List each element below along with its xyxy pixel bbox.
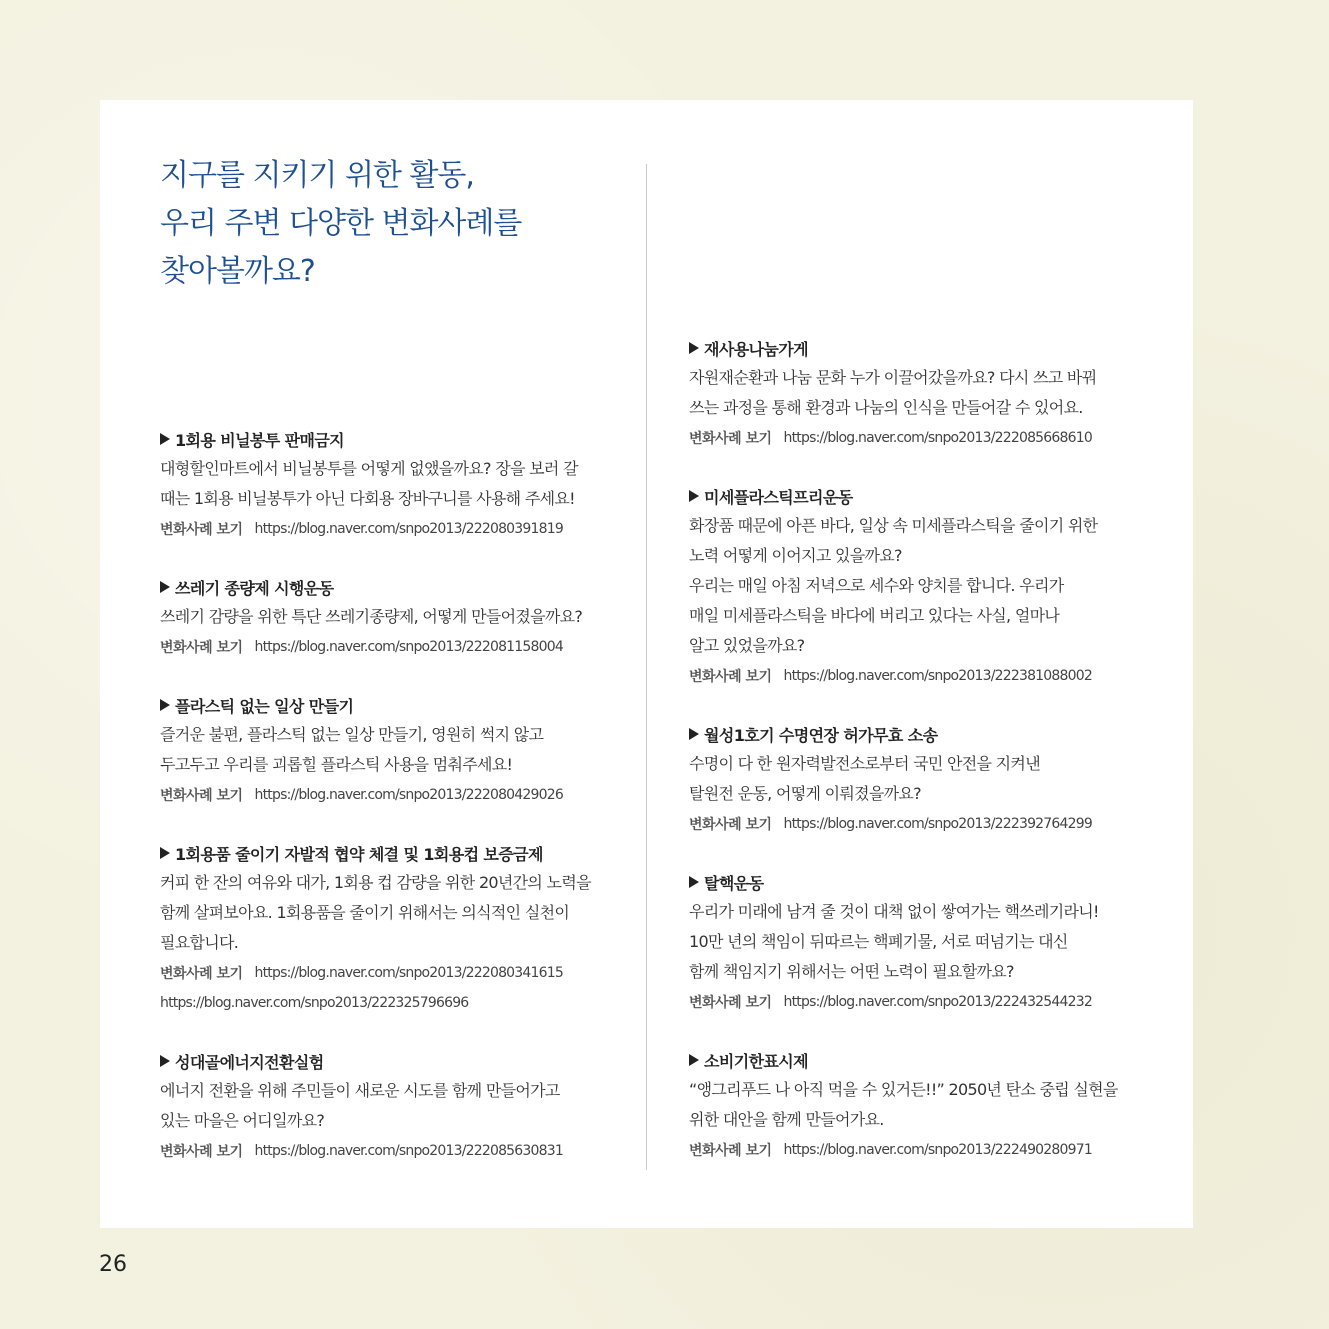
triangle-bullet-icon (160, 1055, 170, 1067)
case-link-row (689, 661, 1159, 691)
case-title (160, 838, 630, 868)
case-link-url[interactable]: https://blog.naver.com/snpo2013/222080391819 (254, 521, 563, 537)
case-link-url[interactable]: https://blog.naver.com/snpo2013/222392764299 (783, 816, 1092, 832)
triangle-bullet-icon (689, 1054, 699, 1066)
description-line: 탈원전 운동, 어떻게 이뤄졌을까요? (689, 784, 921, 803)
description-line: 자원재순환과 나눔 문화 누가 이끌어갔을까요? 다시 쓰고 바꿔 (689, 368, 1097, 387)
description-line: 즐거운 불편, 플라스틱 없는 일상 만들기, 영원히 썩지 않고 (160, 725, 544, 744)
headline-line-2: 우리 주변 다양한 변화사례를 (160, 206, 522, 241)
case-link-row (689, 809, 1159, 839)
case-entry (689, 867, 1159, 1017)
case-description (689, 749, 1159, 809)
triangle-bullet-icon (160, 581, 170, 593)
case-link-label: 변화사례 보기 (689, 1143, 772, 1159)
description-line: 위한 대안을 함께 만들어가요. (689, 1110, 884, 1129)
case-link-label: 변화사례 보기 (689, 669, 772, 685)
case-title-text: 1회용 비닐봉투 판매금지 (175, 430, 345, 450)
page-number: 26 (99, 1252, 127, 1277)
case-title (160, 424, 630, 454)
case-description (160, 454, 630, 514)
case-link-row (689, 987, 1159, 1017)
triangle-bullet-icon (160, 433, 170, 445)
description-line: 함께 살펴보아요. 1회용품을 줄이기 위해서는 의식적인 실천이 (160, 903, 570, 922)
case-description (160, 1076, 630, 1136)
description-line: 알고 있었을까요? (689, 636, 805, 655)
case-link-url[interactable]: https://blog.naver.com/snpo2013/222085630831 (254, 1143, 563, 1159)
case-title (689, 1045, 1159, 1075)
case-link-url[interactable]: https://blog.naver.com/snpo2013/222080341615 (254, 965, 563, 981)
case-link-label: 변화사례 보기 (160, 966, 243, 982)
right-column (689, 333, 1159, 1193)
headline-line-1: 지구를 지키기 위한 활동, (160, 158, 474, 193)
headline-line-3: 찾아볼까요? (160, 254, 315, 289)
case-link-row (160, 1136, 630, 1166)
case-link-row (160, 632, 630, 662)
case-entry (160, 838, 630, 1018)
description-line: 커피 한 잔의 여유와 대가, 1회용 컵 감량을 위한 20년간의 노력을 (160, 873, 591, 892)
case-title-text: 소비기한표시제 (704, 1051, 808, 1071)
case-link-row (689, 423, 1159, 453)
case-link-url[interactable]: https://blog.naver.com/snpo2013/222432544232 (783, 994, 1092, 1010)
case-link-url[interactable]: https://blog.naver.com/snpo2013/222085668610 (783, 430, 1092, 446)
case-entry (689, 719, 1159, 839)
case-link-url[interactable]: https://blog.naver.com/snpo2013/222081158004 (254, 639, 563, 655)
description-line: 10만 년의 책임이 뒤따르는 핵폐기물, 서로 떠넘기는 대신 (689, 932, 1068, 951)
description-line: 쓰레기 감량을 위한 특단 쓰레기종량제, 어떻게 만들어졌을까요? (160, 607, 583, 626)
case-title (160, 690, 630, 720)
case-title (689, 719, 1159, 749)
description-line: 노력 어떻게 이어지고 있을까요? (689, 546, 902, 565)
case-link-label: 변화사례 보기 (160, 788, 243, 804)
description-line: 두고두고 우리를 괴롭힐 플라스틱 사용을 멈춰주세요! (160, 755, 513, 774)
case-title-text: 탈핵운동 (704, 873, 764, 893)
case-entry (160, 572, 630, 662)
description-line: 함께 책임지기 위해서는 어떤 노력이 필요할까요? (689, 962, 1014, 981)
case-link-label: 변화사례 보기 (160, 1144, 243, 1160)
case-entry (160, 424, 630, 544)
case-entry (689, 333, 1159, 453)
case-title-text: 미세플라스틱프리운동 (704, 487, 853, 507)
left-column (160, 424, 630, 1194)
description-line: 대형할인마트에서 비닐봉투를 어떻게 없앴을까요? 장을 보러 갈 (160, 459, 578, 478)
case-entry (160, 1046, 630, 1166)
case-description (689, 1075, 1159, 1135)
description-line: “앵그리푸드 나 아직 먹을 수 있거든!!” 2050년 탄소 중립 실현을 (689, 1080, 1118, 1099)
description-line: 수명이 다 한 원자력발전소로부터 국민 안전을 지켜낸 (689, 754, 1040, 773)
case-description (689, 897, 1159, 987)
case-link-row (689, 1135, 1159, 1165)
case-description (160, 868, 630, 958)
column-divider (646, 164, 647, 1170)
case-title (689, 333, 1159, 363)
description-line: 화장품 때문에 아픈 바다, 일상 속 미세플라스틱을 줄이기 위한 (689, 516, 1098, 535)
description-line: 우리는 매일 아침 저녁으로 세수와 양치를 합니다. 우리가 (689, 576, 1064, 595)
triangle-bullet-icon (689, 342, 699, 354)
description-line: 우리가 미래에 남겨 줄 것이 대책 없이 쌓여가는 핵쓰레기라니! (689, 902, 1099, 921)
case-link-url[interactable]: https://blog.naver.com/snpo2013/222080429026 (254, 787, 563, 803)
description-line: 매일 미세플라스틱을 바다에 버리고 있다는 사실, 얼마나 (689, 606, 1060, 625)
case-extra-link-url[interactable]: https://blog.naver.com/snpo2013/222325796696 (160, 995, 469, 1011)
case-title-text: 쓰레기 종량제 시행운동 (175, 578, 334, 598)
case-description (160, 720, 630, 780)
case-title (689, 867, 1159, 897)
case-link-row (160, 780, 630, 810)
case-link-label: 변화사례 보기 (160, 640, 243, 656)
case-link-row (160, 958, 630, 988)
case-entry (689, 481, 1159, 691)
description-line: 쓰는 과정을 통해 환경과 나눔의 인식을 만들어갈 수 있어요. (689, 398, 1083, 417)
case-title (689, 481, 1159, 511)
case-link-url[interactable]: https://blog.naver.com/snpo2013/222490280971 (783, 1142, 1092, 1158)
case-link-label: 변화사례 보기 (160, 522, 243, 538)
description-line: 있는 마을은 어디일까요? (160, 1111, 325, 1130)
case-title (160, 1046, 630, 1076)
case-title (160, 572, 630, 602)
triangle-bullet-icon (689, 728, 699, 740)
triangle-bullet-icon (689, 490, 699, 502)
case-link-url[interactable]: https://blog.naver.com/snpo2013/222381088002 (783, 668, 1092, 684)
case-link-label: 변화사례 보기 (689, 431, 772, 447)
case-entry (689, 1045, 1159, 1165)
case-title-text: 1회용품 줄이기 자발적 협약 체결 및 1회용컵 보증금제 (175, 844, 543, 864)
case-title-text: 월성1호기 수명연장 허가무효 소송 (704, 725, 938, 745)
description-line: 필요합니다. (160, 933, 239, 952)
description-line: 에너지 전환을 위해 주민들이 새로운 시도를 함께 만들어가고 (160, 1081, 560, 1100)
triangle-bullet-icon (160, 699, 170, 711)
case-link-label: 변화사례 보기 (689, 817, 772, 833)
case-title-text: 재사용나눔가게 (704, 339, 808, 359)
triangle-bullet-icon (689, 876, 699, 888)
case-title-text: 성대골에너지전환실험 (175, 1052, 324, 1072)
case-description (689, 511, 1159, 661)
case-description (160, 602, 630, 632)
case-title-text: 플라스틱 없는 일상 만들기 (175, 696, 354, 716)
description-line: 때는 1회용 비닐봉투가 아닌 다회용 장바구니를 사용해 주세요! (160, 489, 575, 508)
case-link-label: 변화사례 보기 (689, 995, 772, 1011)
case-entry (160, 690, 630, 810)
triangle-bullet-icon (160, 847, 170, 859)
case-link-row (160, 514, 630, 544)
page-headline (160, 152, 521, 296)
case-description (689, 363, 1159, 423)
